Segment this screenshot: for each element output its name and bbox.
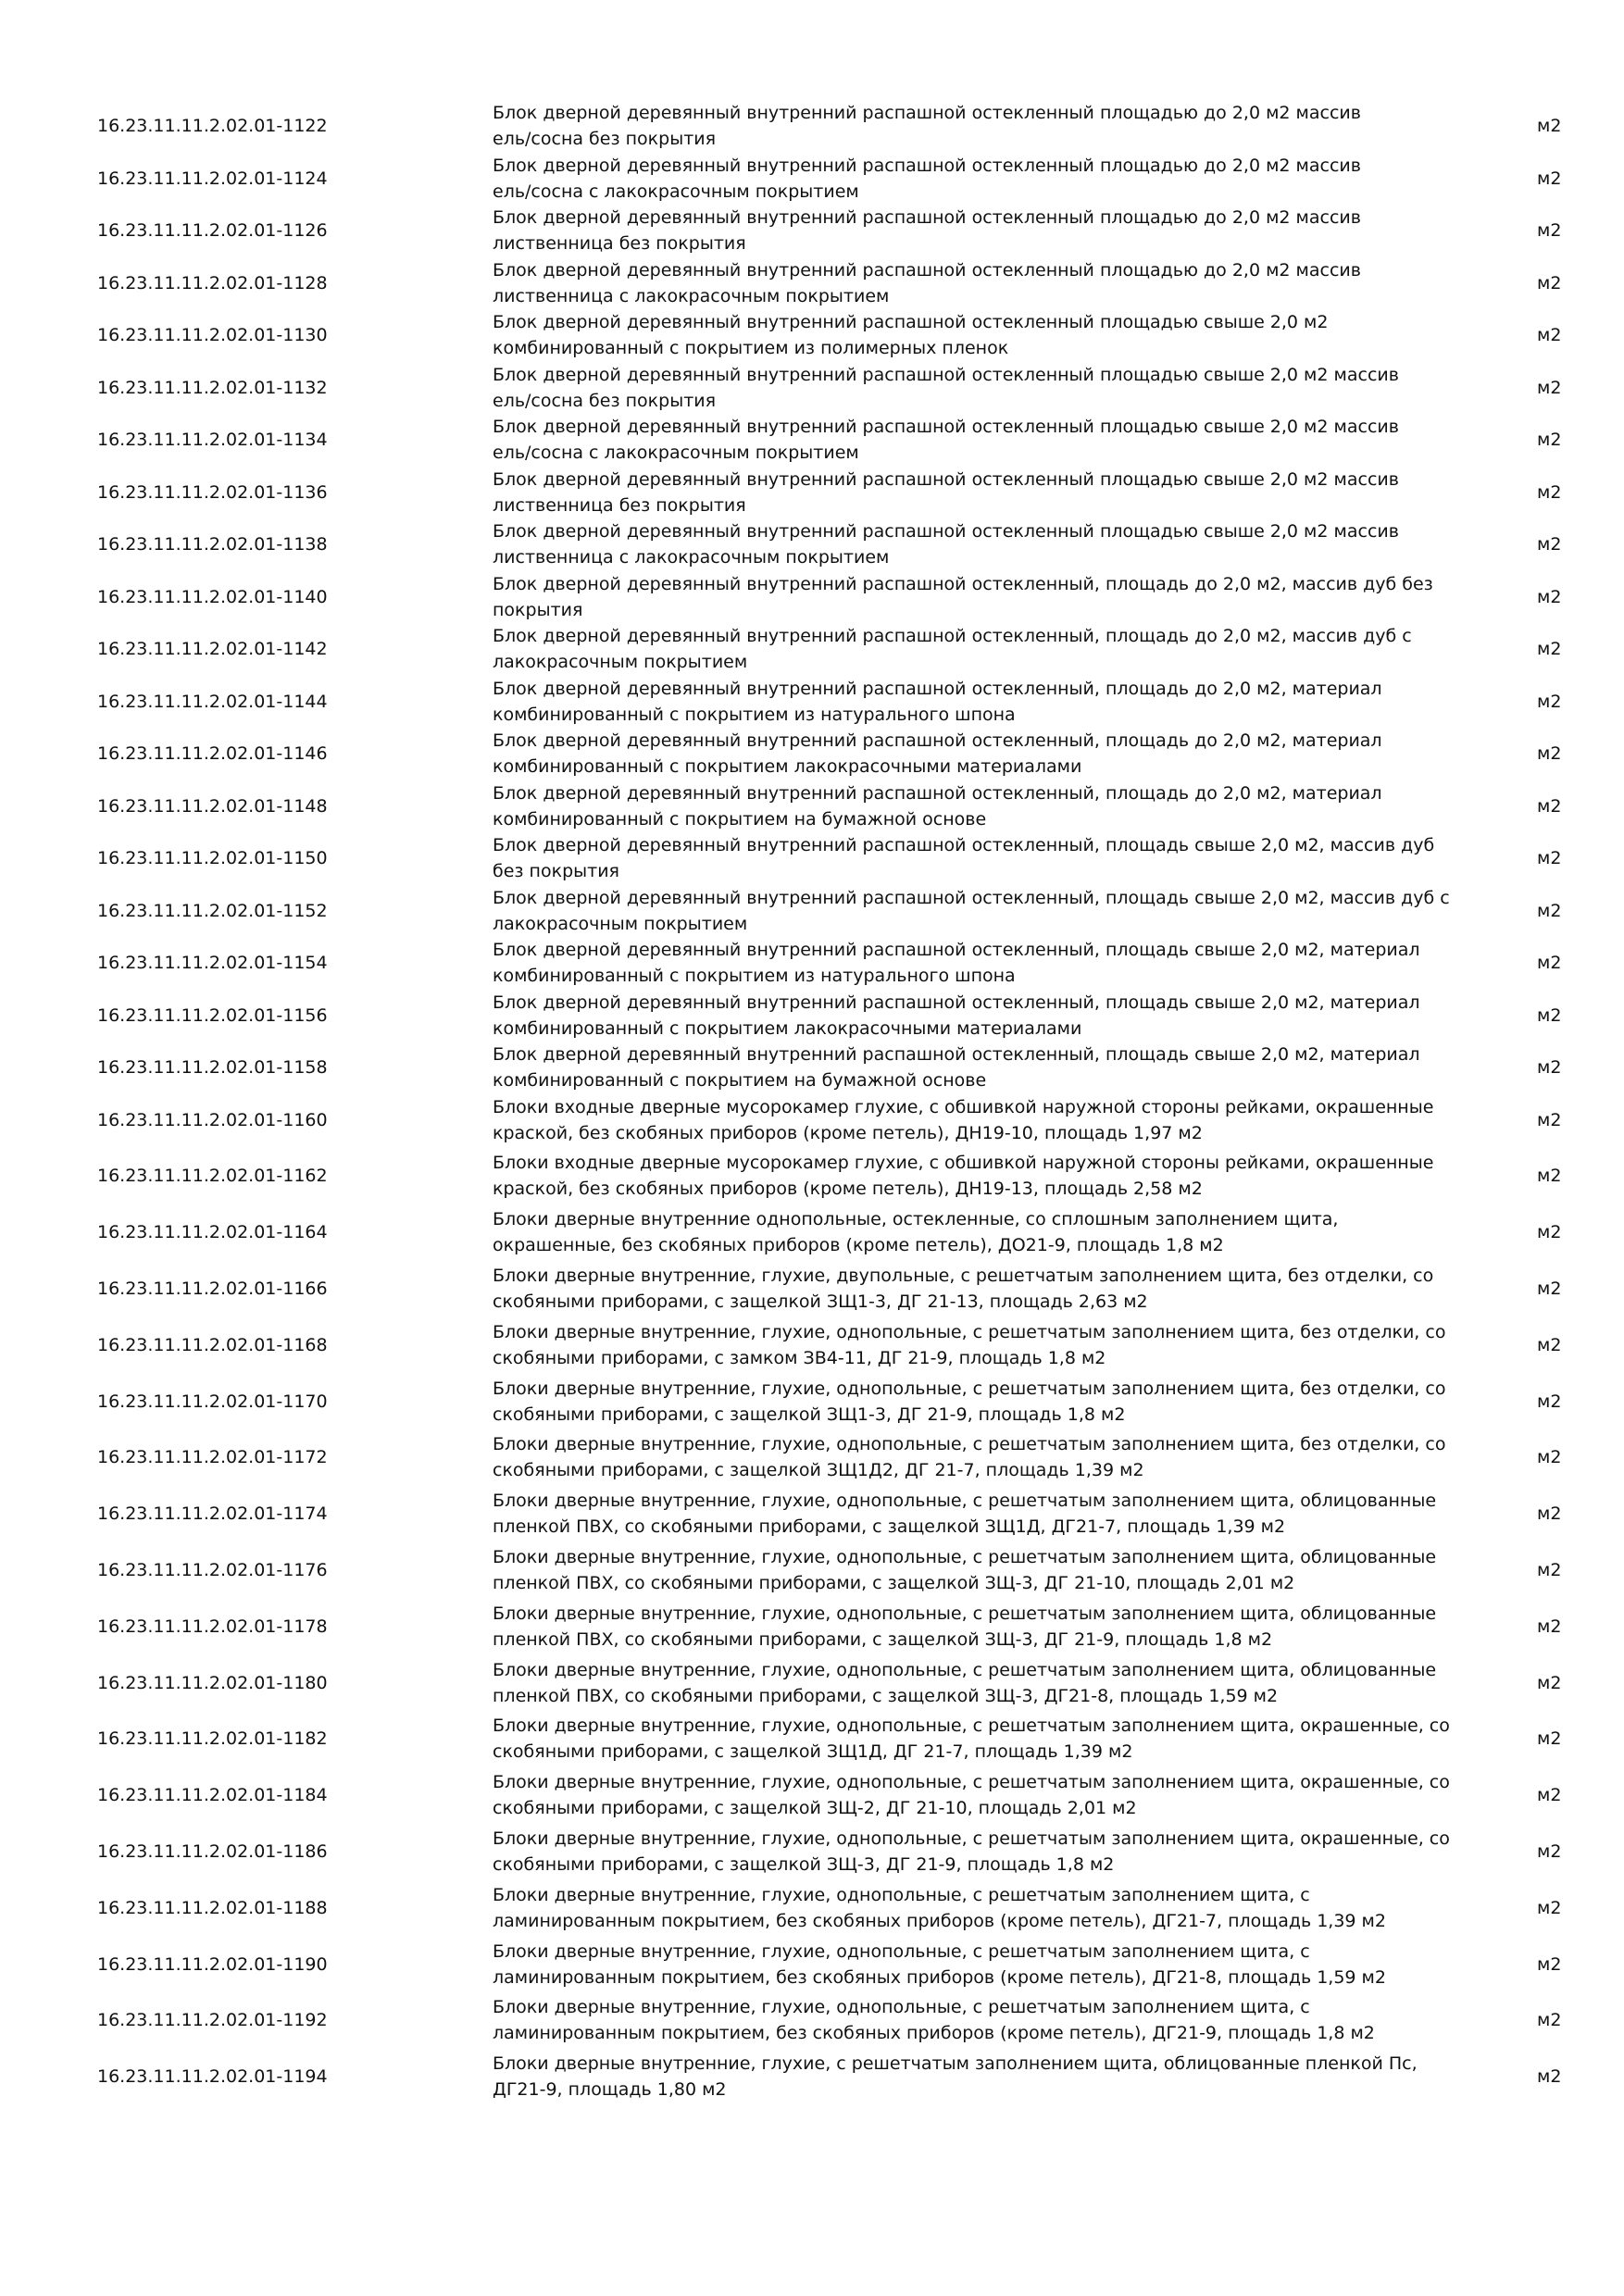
description-line: комбинированный с покрытием лакокрасочными материалами	[493, 756, 1082, 777]
item-description	[493, 362, 1455, 414]
table-row	[0, 676, 1624, 728]
item-unit: м2	[1537, 743, 1562, 764]
table-row	[0, 1657, 1624, 1709]
description-line: покрытия	[493, 600, 583, 620]
description-line: Блок дверной деревянный внутренний распашной остекленный, площадь до 2,0 м2, массив дуб с	[493, 626, 1412, 646]
item-code: 16.23.11.11.2.02.01-1132	[97, 378, 328, 398]
item-code: 16.23.11.11.2.02.01-1134	[97, 430, 328, 450]
description-line: Блоки дверные внутренние, глухие, однопольные, с решетчатым заполнением щита, окрашенные, со	[493, 1716, 1450, 1736]
description-line: Блоки дверные внутренние, глухие, однопольные, с решетчатым заполнением щита, без отделки, со	[493, 1322, 1446, 1342]
description-line: Блок дверной деревянный внутренний распашной остекленный площадью до 2,0 м2 массив	[493, 156, 1361, 176]
item-unit: м2	[1537, 273, 1562, 293]
description-line: Блок дверной деревянный внутренний распашной остекленный, площадь свыше 2,0 м2, материал	[493, 940, 1420, 960]
item-code: 16.23.11.11.2.02.01-1184	[97, 1785, 328, 1805]
description-line: Блок дверной деревянный внутренний распашной остекленный, площадь до 2,0 м2, материал	[493, 730, 1382, 751]
item-code: 16.23.11.11.2.02.01-1124	[97, 168, 328, 189]
table-row	[0, 1376, 1624, 1428]
description-line: Блок дверной деревянный внутренний распашной остекленный, площадь свыше 2,0 м2, материал	[493, 1044, 1420, 1065]
item-description	[493, 1601, 1455, 1653]
item-description	[493, 1657, 1455, 1709]
description-line: комбинированный с покрытием на бумажной основе	[493, 809, 987, 830]
item-code: 16.23.11.11.2.02.01-1156	[97, 1005, 328, 1026]
description-line: Блок дверной деревянный внутренний распашной остекленный площадью до 2,0 м2 массив	[493, 103, 1361, 123]
table-row	[0, 1319, 1624, 1371]
item-description	[493, 2051, 1455, 2103]
description-line: ламинированным покрытием, без скобяных приборов (кроме петель), ДГ21-8, площадь 1,59 м2	[493, 1967, 1386, 1988]
item-description	[493, 1431, 1455, 1483]
item-unit: м2	[1537, 639, 1562, 659]
item-code: 16.23.11.11.2.02.01-1128	[97, 273, 328, 293]
description-line: Блоки дверные внутренние, глухие, однопольные, с решетчатым заполнением щита, облицованные	[493, 1491, 1437, 1511]
item-description	[493, 309, 1455, 361]
description-line: Блок дверной деревянный внутренний распашной остекленный, площадь свыше 2,0 м2, массив дуб	[493, 835, 1435, 855]
description-line: Блок дверной деревянный внутренний распашной остекленный, площадь до 2,0 м2, материал	[493, 679, 1382, 699]
item-code: 16.23.11.11.2.02.01-1144	[97, 692, 328, 712]
item-code: 16.23.11.11.2.02.01-1178	[97, 1616, 328, 1637]
item-description	[493, 571, 1455, 623]
item-unit: м2	[1537, 848, 1562, 868]
description-line: лиственница с лакокрасочным покрытием	[493, 547, 890, 568]
item-description	[493, 1994, 1455, 2046]
item-description	[493, 1319, 1455, 1371]
item-code: 16.23.11.11.2.02.01-1160	[97, 1110, 328, 1130]
item-description	[493, 728, 1455, 780]
description-line: Блоки дверные внутренние, глухие, однопольные, с решетчатым заполнением щита, с	[493, 1885, 1310, 1905]
description-line: ламинированным покрытием, без скобяных приборов (кроме петель), ДГ21-7, площадь 1,39 м2	[493, 1911, 1386, 1931]
description-line: Блоки дверные внутренние, глухие, однопольные, с решетчатым заполнением щита, облицованные	[493, 1660, 1437, 1680]
item-code: 16.23.11.11.2.02.01-1186	[97, 1841, 328, 1862]
description-line: комбинированный с покрытием на бумажной основе	[493, 1070, 987, 1091]
description-line: скобяными приборами, с защелкой ЗЩ1Д, ДГ 21-7, площадь 1,39 м2	[493, 1741, 1133, 1762]
item-unit: м2	[1537, 1841, 1562, 1862]
table-row	[0, 1094, 1624, 1146]
item-code: 16.23.11.11.2.02.01-1150	[97, 848, 328, 868]
description-line: пленкой ПВХ, со скобяными приборами, с защелкой ЗЩ-3, ДГ 21-9, площадь 1,8 м2	[493, 1629, 1273, 1650]
table-row	[0, 1769, 1624, 1821]
description-line: Блок дверной деревянный внутренний распашной остекленный, площадь свыше 2,0 м2, массив дуб с	[493, 888, 1450, 908]
description-line: окрашенные, без скобяных приборов (кроме петель), ДО21-9, площадь 1,8 м2	[493, 1235, 1224, 1255]
description-line: Блоки дверные внутренние, глухие, однопольные, с решетчатым заполнением щита, окрашенные, со	[493, 1828, 1450, 1849]
description-line: Блоки дверные внутренние, глухие, однопольные, с решетчатым заполнением щита, с	[493, 1941, 1310, 1962]
description-line: ДГ21-9, площадь 1,80 м2	[493, 2079, 727, 2100]
item-unit: м2	[1537, 796, 1562, 817]
item-description	[493, 1544, 1455, 1596]
description-line: скобяными приборами, с замком ЗВ4-11, ДГ 21-9, площадь 1,8 м2	[493, 1348, 1106, 1368]
item-code: 16.23.11.11.2.02.01-1148	[97, 796, 328, 817]
description-line: ель/сосна без покрытия	[493, 129, 717, 149]
item-code: 16.23.11.11.2.02.01-1136	[97, 482, 328, 503]
table-row	[0, 885, 1624, 937]
item-description	[493, 1042, 1455, 1093]
description-line: Блок дверной деревянный внутренний распашной остекленный, площадь до 2,0 м2, массив дуб без	[493, 574, 1433, 594]
item-description	[493, 153, 1455, 205]
item-description	[493, 780, 1455, 832]
item-description	[493, 676, 1455, 728]
description-line: ламинированным покрытием, без скобяных приборов (кроме петель), ДГ21-9, площадь 1,8 м2	[493, 2023, 1375, 2043]
item-unit: м2	[1537, 220, 1562, 241]
description-line: комбинированный с покрытием из полимерных пленок	[493, 338, 1009, 358]
table-row	[0, 937, 1624, 989]
description-line: ель/сосна с лакокрасочным покрытием	[493, 181, 859, 202]
description-line: скобяными приборами, с защелкой ЗЩ-2, ДГ 21-10, площадь 2,01 м2	[493, 1798, 1137, 1818]
table-row	[0, 1939, 1624, 1990]
item-unit: м2	[1537, 1335, 1562, 1355]
table-row	[0, 1206, 1624, 1258]
item-code: 16.23.11.11.2.02.01-1180	[97, 1673, 328, 1693]
description-line: комбинированный с покрытием лакокрасочными материалами	[493, 1018, 1082, 1039]
item-unit: м2	[1537, 2010, 1562, 2030]
item-code: 16.23.11.11.2.02.01-1130	[97, 325, 328, 345]
item-description	[493, 1150, 1455, 1202]
item-unit: м2	[1537, 116, 1562, 136]
description-line: Блок дверной деревянный внутренний распашной остекленный площадью свыше 2,0 м2 массив	[493, 365, 1399, 385]
item-description	[493, 1376, 1455, 1428]
description-line: Блок дверной деревянный внутренний распашной остекленный, площадь до 2,0 м2, материал	[493, 783, 1382, 804]
description-line: Блок дверной деревянный внутренний распашной остекленный площадью до 2,0 м2 массив	[493, 260, 1361, 281]
item-unit: м2	[1537, 168, 1562, 189]
table-row	[0, 1488, 1624, 1540]
item-unit: м2	[1537, 1785, 1562, 1805]
table-row	[0, 362, 1624, 414]
item-unit: м2	[1537, 1222, 1562, 1242]
description-line: Блоки дверные внутренние, глухие, однопольные, с решетчатым заполнением щита, с	[493, 1997, 1310, 2017]
description-line: Блоки дверные внутренние, глухие, однопольные, с решетчатым заполнением щита, без отделки, со	[493, 1434, 1446, 1454]
item-unit: м2	[1537, 1560, 1562, 1580]
description-line: Блоки дверные внутренние, глухие, двупольные, с решетчатым заполнением щита, без отделки, со	[493, 1266, 1434, 1286]
item-unit: м2	[1537, 325, 1562, 345]
description-line: лакокрасочным покрытием	[493, 914, 748, 934]
item-description	[493, 1826, 1455, 1878]
description-line: Блоки дверные внутренние однопольные, остекленные, со сплошным заполнением щита,	[493, 1209, 1339, 1229]
item-code: 16.23.11.11.2.02.01-1174	[97, 1504, 328, 1524]
item-unit: м2	[1537, 1057, 1562, 1078]
item-code: 16.23.11.11.2.02.01-1154	[97, 953, 328, 973]
item-unit: м2	[1537, 534, 1562, 555]
table-row	[0, 2051, 1624, 2103]
item-unit: м2	[1537, 2066, 1562, 2087]
item-code: 16.23.11.11.2.02.01-1138	[97, 534, 328, 555]
item-unit: м2	[1537, 1504, 1562, 1524]
item-code: 16.23.11.11.2.02.01-1166	[97, 1279, 328, 1299]
table-row	[0, 1994, 1624, 2046]
table-row	[0, 1882, 1624, 1934]
item-code: 16.23.11.11.2.02.01-1146	[97, 743, 328, 764]
description-line: Блоки дверные внутренние, глухие, с решетчатым заполнением щита, облицованные пленкой Пс,	[493, 2053, 1418, 2074]
item-code: 16.23.11.11.2.02.01-1172	[97, 1447, 328, 1467]
table-row	[0, 205, 1624, 256]
item-unit: м2	[1537, 1447, 1562, 1467]
description-line: ель/сосна с лакокрасочным покрытием	[493, 443, 859, 463]
item-unit: м2	[1537, 587, 1562, 607]
table-row	[0, 100, 1624, 152]
item-unit: м2	[1537, 1954, 1562, 1975]
item-code: 16.23.11.11.2.02.01-1182	[97, 1728, 328, 1749]
item-code: 16.23.11.11.2.02.01-1140	[97, 587, 328, 607]
description-line: Блок дверной деревянный внутренний распашной остекленный площадью свыше 2,0 м2	[493, 312, 1329, 332]
item-description	[493, 990, 1455, 1042]
table-row	[0, 832, 1624, 884]
description-line: Блоки входные дверные мусорокамер глухие, с обшивкой наружной стороны рейками, окрашенные	[493, 1097, 1434, 1117]
table-row	[0, 990, 1624, 1042]
table-row	[0, 518, 1624, 570]
description-line: комбинированный с покрытием из натурального шпона	[493, 966, 1016, 986]
description-line: Блоки дверные внутренние, глухие, однопольные, с решетчатым заполнением щита, облицованные	[493, 1547, 1437, 1567]
item-unit: м2	[1537, 1391, 1562, 1412]
item-code: 16.23.11.11.2.02.01-1192	[97, 2010, 328, 2030]
description-line: лакокрасочным покрытием	[493, 652, 748, 672]
item-description	[493, 937, 1455, 989]
item-unit: м2	[1537, 1166, 1562, 1186]
item-unit: м2	[1537, 901, 1562, 921]
table-row	[0, 1431, 1624, 1483]
table-row	[0, 571, 1624, 623]
item-description	[493, 1882, 1455, 1934]
description-line: лиственница с лакокрасочным покрытием	[493, 286, 890, 306]
table-row	[0, 1150, 1624, 1202]
description-line: скобяными приборами, с защелкой ЗЩ1-3, ДГ 21-9, площадь 1,8 м2	[493, 1404, 1126, 1425]
item-code: 16.23.11.11.2.02.01-1152	[97, 901, 328, 921]
item-code: 16.23.11.11.2.02.01-1122	[97, 116, 328, 136]
item-description	[493, 832, 1455, 884]
item-unit: м2	[1537, 692, 1562, 712]
item-description	[493, 414, 1455, 466]
item-unit: м2	[1537, 1616, 1562, 1637]
description-line: Блоки дверные внутренние, глухие, однопольные, с решетчатым заполнением щита, облицованные	[493, 1603, 1437, 1624]
table-row	[0, 1826, 1624, 1878]
item-unit: м2	[1537, 1279, 1562, 1299]
table-row	[0, 1263, 1624, 1315]
item-description	[493, 1939, 1455, 1990]
description-line: Блок дверной деревянный внутренний распашной остекленный площадью до 2,0 м2 массив	[493, 207, 1361, 228]
item-code: 16.23.11.11.2.02.01-1126	[97, 220, 328, 241]
item-description	[493, 467, 1455, 518]
table-row	[0, 153, 1624, 205]
description-line: лиственница без покрытия	[493, 233, 746, 254]
table-row	[0, 728, 1624, 780]
item-code: 16.23.11.11.2.02.01-1164	[97, 1222, 328, 1242]
description-line: пленкой ПВХ, со скобяными приборами, с защелкой ЗЩ-3, ДГ 21-10, площадь 2,01 м2	[493, 1573, 1295, 1593]
item-code: 16.23.11.11.2.02.01-1190	[97, 1954, 328, 1975]
item-description	[493, 885, 1455, 937]
item-description	[493, 1769, 1455, 1821]
description-line: лиственница без покрытия	[493, 495, 746, 516]
description-line: Блоки дверные внутренние, глухие, однопольные, с решетчатым заполнением щита, окрашенные, со	[493, 1772, 1450, 1792]
item-unit: м2	[1537, 378, 1562, 398]
description-line: Блок дверной деревянный внутренний распашной остекленный, площадь свыше 2,0 м2, материал	[493, 992, 1420, 1013]
item-unit: м2	[1537, 1898, 1562, 1918]
item-code: 16.23.11.11.2.02.01-1168	[97, 1335, 328, 1355]
item-description	[493, 623, 1455, 675]
table-row	[0, 414, 1624, 466]
item-code: 16.23.11.11.2.02.01-1188	[97, 1898, 328, 1918]
description-line: краской, без скобяных приборов (кроме петель), ДН19-10, площадь 1,97 м2	[493, 1123, 1203, 1143]
table-row	[0, 257, 1624, 309]
table-row	[0, 623, 1624, 675]
table-row	[0, 1042, 1624, 1093]
item-description	[493, 518, 1455, 570]
item-description	[493, 1263, 1455, 1315]
description-line: скобяными приборами, с защелкой ЗЩ1Д2, ДГ 21-7, площадь 1,39 м2	[493, 1460, 1144, 1480]
description-line: скобяными приборами, с защелкой ЗЩ1-3, ДГ 21-13, площадь 2,63 м2	[493, 1292, 1148, 1312]
item-description	[493, 100, 1455, 152]
item-unit: м2	[1537, 430, 1562, 450]
table-row	[0, 1601, 1624, 1653]
description-line: пленкой ПВХ, со скобяными приборами, с защелкой ЗЩ1Д, ДГ21-7, площадь 1,39 м2	[493, 1516, 1286, 1537]
item-code: 16.23.11.11.2.02.01-1194	[97, 2066, 328, 2087]
item-description	[493, 1094, 1455, 1146]
item-unit: м2	[1537, 1728, 1562, 1749]
item-code: 16.23.11.11.2.02.01-1142	[97, 639, 328, 659]
description-line: Блоки входные дверные мусорокамер глухие, с обшивкой наружной стороны рейками, окрашенные	[493, 1153, 1434, 1173]
item-description	[493, 205, 1455, 256]
item-code: 16.23.11.11.2.02.01-1158	[97, 1057, 328, 1078]
table-row	[0, 780, 1624, 832]
description-line: Блок дверной деревянный внутренний распашной остекленный площадью свыше 2,0 м2 массив	[493, 417, 1399, 437]
description-line: Блок дверной деревянный внутренний распашной остекленный площадью свыше 2,0 м2 массив	[493, 521, 1399, 542]
item-description	[493, 1206, 1455, 1258]
item-description	[493, 1713, 1455, 1765]
item-unit: м2	[1537, 953, 1562, 973]
description-line: без покрытия	[493, 861, 619, 881]
description-line: пленкой ПВХ, со скобяными приборами, с защелкой ЗЩ-3, ДГ21-8, площадь 1,59 м2	[493, 1686, 1279, 1706]
item-unit: м2	[1537, 1110, 1562, 1130]
item-unit: м2	[1537, 1673, 1562, 1693]
description-line: ель/сосна без покрытия	[493, 391, 717, 411]
item-unit: м2	[1537, 482, 1562, 503]
item-description	[493, 1488, 1455, 1540]
table-row	[0, 467, 1624, 518]
item-code: 16.23.11.11.2.02.01-1162	[97, 1166, 328, 1186]
item-code: 16.23.11.11.2.02.01-1170	[97, 1391, 328, 1412]
item-unit: м2	[1537, 1005, 1562, 1026]
table-row	[0, 309, 1624, 361]
description-line: краской, без скобяных приборов (кроме петель), ДН19-13, площадь 2,58 м2	[493, 1179, 1203, 1199]
description-line: скобяными приборами, с защелкой ЗЩ-3, ДГ 21-9, площадь 1,8 м2	[493, 1854, 1115, 1875]
item-description	[493, 257, 1455, 309]
description-line: комбинированный с покрытием из натурального шпона	[493, 705, 1016, 725]
description-line: Блоки дверные внутренние, глухие, однопольные, с решетчатым заполнением щита, без отделки, со	[493, 1379, 1446, 1399]
item-code: 16.23.11.11.2.02.01-1176	[97, 1560, 328, 1580]
description-line: Блок дверной деревянный внутренний распашной остекленный площадью свыше 2,0 м2 массив	[493, 469, 1399, 490]
table-row	[0, 1544, 1624, 1596]
table-row	[0, 1713, 1624, 1765]
